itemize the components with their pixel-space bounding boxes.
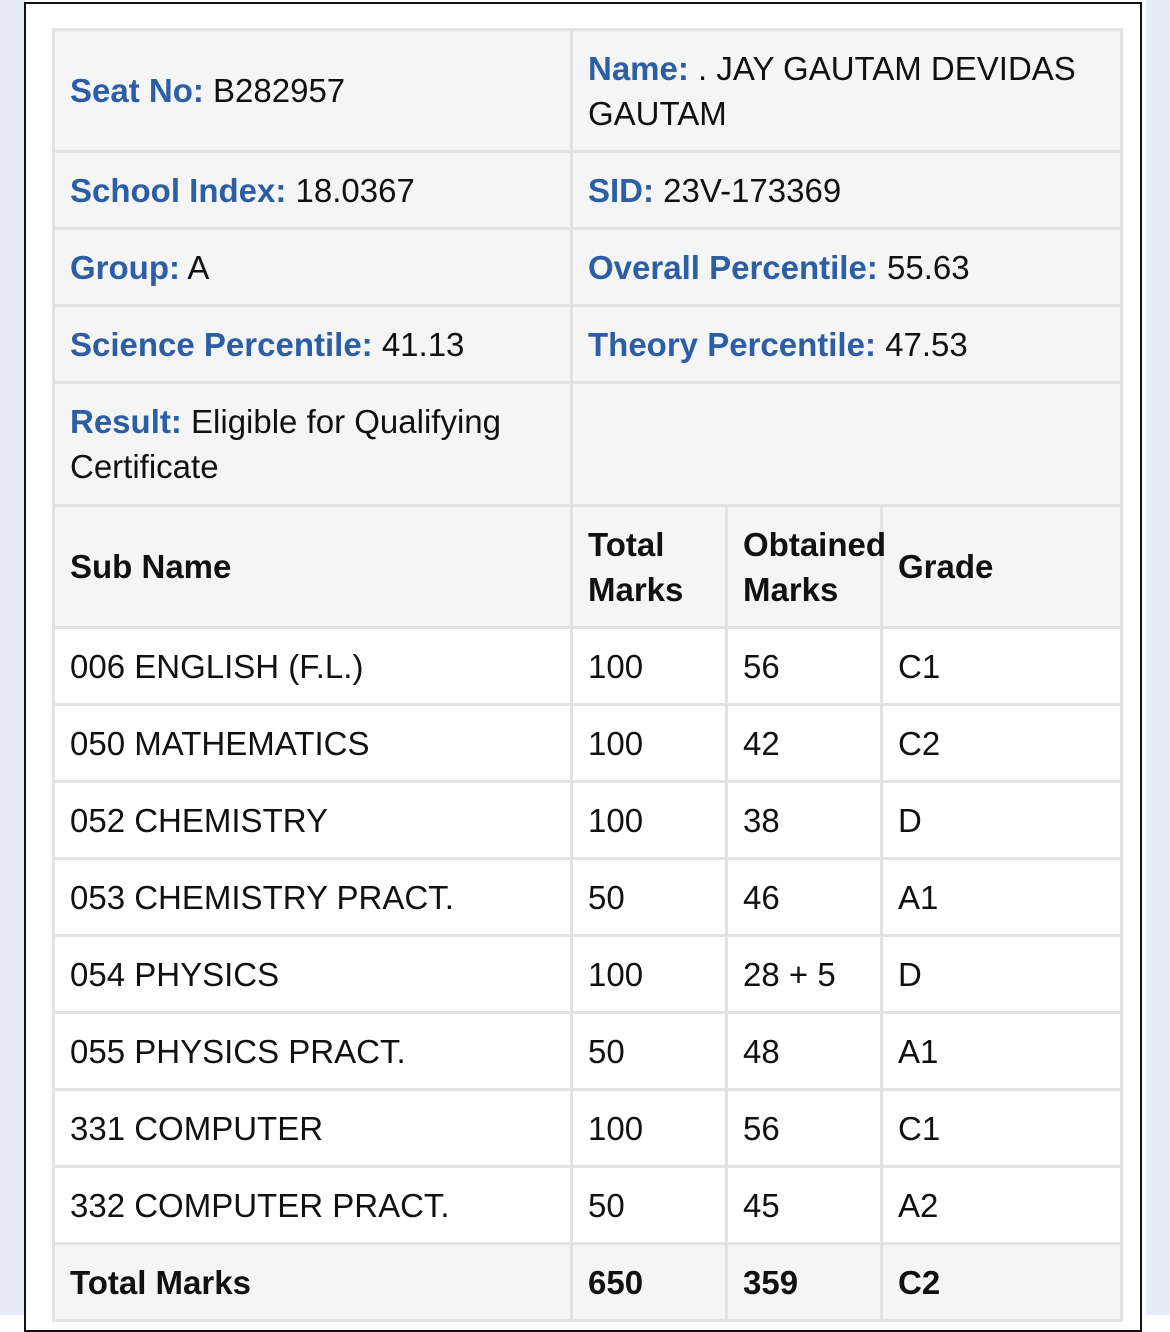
marks-header-row: [54, 506, 1122, 628]
subject-name: 054 PHYSICS: [54, 936, 572, 1013]
info-row-result: [54, 383, 1122, 506]
name-cell: [572, 30, 1122, 152]
table-row: [54, 1013, 1122, 1090]
header-total-marks: Total Marks: [572, 506, 727, 628]
table-row: [54, 1090, 1122, 1167]
table-row: [54, 705, 1122, 782]
result-empty-cell: [572, 383, 1122, 506]
subject-grade: C1: [882, 1090, 1122, 1167]
total-total-marks: 650: [572, 1244, 727, 1321]
table-row: [54, 936, 1122, 1013]
result-value: Eligible for Qualifying Certificate: [70, 403, 502, 485]
theory-percentile-cell: [572, 306, 1122, 383]
subject-total-marks: 100: [572, 705, 727, 782]
subject-total-marks: 100: [572, 936, 727, 1013]
page-edge-left: [0, 0, 26, 1315]
result-label: Result:: [70, 403, 182, 440]
subject-grade: C2: [882, 705, 1122, 782]
table-row: [54, 1167, 1122, 1244]
subject-grade: A2: [882, 1167, 1122, 1244]
subject-name: 332 COMPUTER PRACT.: [54, 1167, 572, 1244]
group-cell: [54, 229, 572, 306]
subject-grade: D: [882, 782, 1122, 859]
table-row: [54, 628, 1122, 705]
subject-obtained-marks: 56: [727, 628, 882, 705]
subject-obtained-marks: 42: [727, 705, 882, 782]
seat-no-value: B282957: [213, 72, 346, 109]
total-grade: C2: [882, 1244, 1122, 1321]
total-label: Total Marks: [54, 1244, 572, 1321]
group-label: Group:: [70, 248, 180, 286]
total-obtained-marks: 359: [727, 1244, 882, 1321]
subject-grade: A1: [882, 1013, 1122, 1090]
header-grade: Grade: [882, 506, 1122, 628]
subject-name: 331 COMPUTER: [54, 1090, 572, 1167]
school-index-value: 18.0367: [295, 171, 415, 209]
subject-grade: C1: [882, 628, 1122, 705]
header-sub-name: Sub Name: [54, 506, 572, 628]
subject-name: 006 ENGLISH (F.L.): [54, 628, 572, 705]
info-row-group-overall: [54, 229, 1122, 306]
subject-total-marks: 50: [572, 859, 727, 936]
info-row-school-sid: [54, 152, 1122, 229]
subject-name: 050 MATHEMATICS: [54, 705, 572, 782]
subject-obtained-marks: 46: [727, 859, 882, 936]
school-index-cell: [54, 152, 572, 229]
subject-name: 053 CHEMISTRY PRACT.: [54, 859, 572, 936]
result-cell: [54, 383, 572, 506]
subject-grade: D: [882, 936, 1122, 1013]
subject-obtained-marks: 45: [727, 1167, 882, 1244]
subject-total-marks: 100: [572, 782, 727, 859]
science-percentile-cell: [54, 306, 572, 383]
subject-total-marks: 50: [572, 1013, 727, 1090]
sid-value: 23V-173369: [663, 171, 842, 209]
subject-name: 055 PHYSICS PRACT.: [54, 1013, 572, 1090]
subject-grade: A1: [882, 859, 1122, 936]
science-percentile-value: 41.13: [381, 325, 465, 363]
table-row: [54, 782, 1122, 859]
group-value: A: [187, 248, 210, 286]
subject-obtained-marks: 28 + 5: [727, 936, 882, 1013]
theory-percentile-label: Theory Percentile:: [588, 325, 876, 363]
name-label: Name:: [588, 49, 689, 87]
seat-no-cell: [54, 30, 572, 152]
subject-name: 052 CHEMISTRY: [54, 782, 572, 859]
subject-total-marks: 50: [572, 1167, 727, 1244]
header-obtained-marks: Obtained Marks: [727, 506, 882, 628]
science-percentile-label: Science Percentile:: [70, 325, 373, 363]
overall-percentile-label: Overall Percentile:: [588, 248, 878, 286]
theory-percentile-value: 47.53: [885, 325, 968, 363]
sid-cell: [572, 152, 1122, 229]
subject-total-marks: 100: [572, 1090, 727, 1167]
school-index-label: School Index:: [70, 171, 287, 209]
subject-total-marks: 100: [572, 628, 727, 705]
info-row-science-theory: [54, 306, 1122, 383]
subject-obtained-marks: 38: [727, 782, 882, 859]
info-row-seat-name: [54, 30, 1122, 152]
result-table: [52, 28, 1123, 1322]
name-value: . JAY GAUTAM DEVIDAS GAUTAM: [588, 49, 1076, 132]
seat-no-label: Seat No:: [70, 72, 204, 109]
overall-percentile-value: 55.63: [887, 248, 970, 286]
overall-percentile-cell: [572, 229, 1122, 306]
sid-label: SID:: [588, 171, 654, 209]
subject-obtained-marks: 56: [727, 1090, 882, 1167]
subject-obtained-marks: 48: [727, 1013, 882, 1090]
page-edge-right: [1146, 0, 1170, 1315]
table-row: [54, 859, 1122, 936]
total-marks-row: [54, 1244, 1122, 1321]
